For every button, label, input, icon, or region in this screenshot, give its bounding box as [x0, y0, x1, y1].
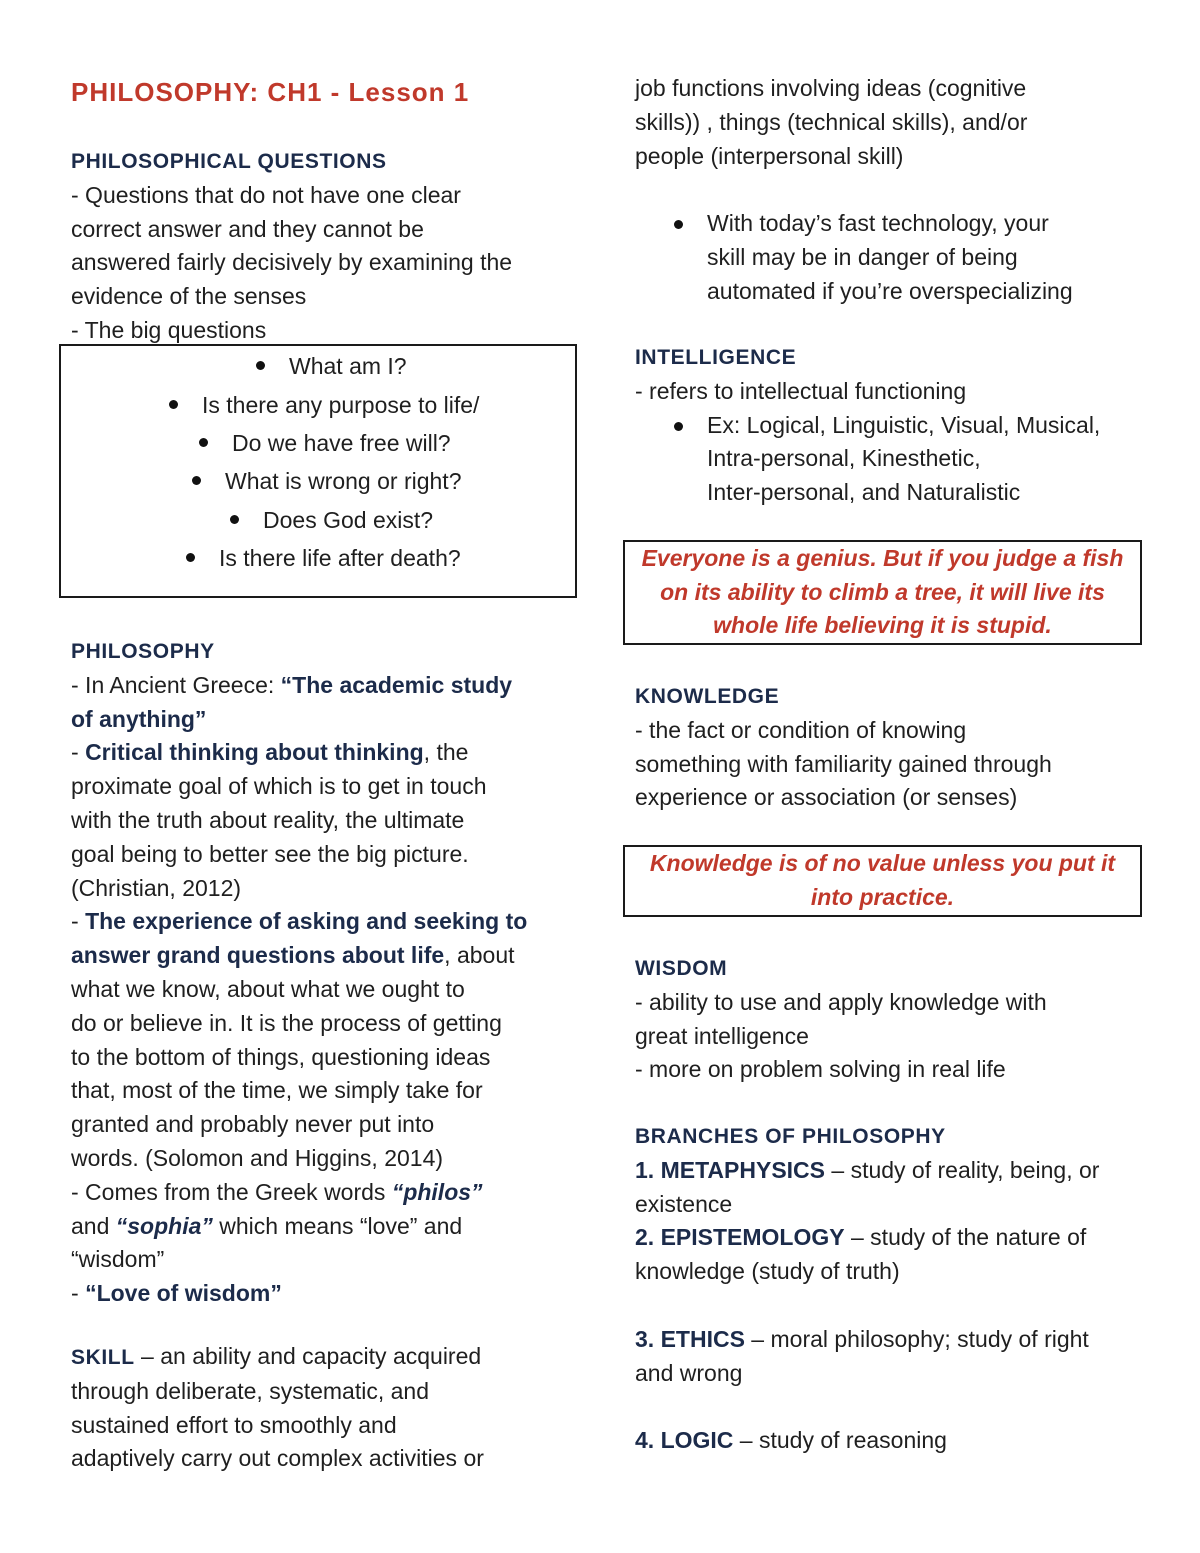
- branch-item: 1. METAPHYSICS – study of reality, being, or: [635, 1156, 1100, 1183]
- philosophy-line: granted and probably never put into: [71, 1111, 435, 1138]
- branch-item: 4. LOGIC – study of reasoning: [635, 1427, 947, 1454]
- philosophy-heading: PHILOSOPHY: [71, 640, 215, 663]
- list-item: Does God exist?: [230, 504, 433, 538]
- bullet-icon: [199, 438, 208, 447]
- philosophy-line: of anything”: [71, 705, 207, 732]
- list-item: Is there life after death?: [186, 542, 461, 576]
- list-item: With today’s fast technology, your skill may be in danger of being automated if you’re overspecializing: [635, 207, 1155, 308]
- philosophy-line: words. (Solomon and Higgins, 2014): [71, 1144, 444, 1171]
- philosophy-line: - Critical thinking about thinking, the: [71, 739, 469, 766]
- pq-line-4: evidence of the senses: [71, 283, 307, 310]
- branch-item: 3. ETHICS – moral philosophy; study of right: [635, 1325, 1089, 1352]
- quote-line: whole life believing it is stupid.: [713, 612, 1052, 639]
- pq-line-3: answered fairly decisively by examining the: [71, 249, 513, 276]
- philosophy-line: to the bottom of things, questioning ideas: [71, 1043, 491, 1070]
- bullet-icon: [674, 220, 683, 229]
- wisdom-section: [635, 952, 1155, 1087]
- list-item: Do we have free will?: [199, 427, 451, 461]
- wisdom-line: great intelligence: [635, 1022, 809, 1049]
- knowledge-heading: KNOWLEDGE: [635, 685, 780, 708]
- knowledge-quote-box: [623, 845, 1142, 917]
- genius-quote-box: [623, 540, 1142, 645]
- philosophy-line: with the truth about reality, the ultimate: [71, 806, 465, 833]
- list-item: Is there any purpose to life/: [169, 389, 479, 423]
- philosophy-section: [71, 635, 581, 1311]
- bullet-icon: [230, 515, 239, 524]
- knowledge-section: [635, 680, 1155, 815]
- skill-line: through deliberate, systematic, and: [71, 1377, 429, 1404]
- philosophy-line: goal being to better see the big picture.: [71, 840, 469, 867]
- philosophy-line: - In Ancient Greece: “The academic study: [71, 671, 513, 698]
- bullet-icon: [192, 476, 201, 485]
- wisdom-line: - ability to use and apply knowledge with: [635, 988, 1047, 1015]
- bullet-icon: [256, 361, 265, 370]
- philosophy-line: - The experience of asking and seeking to: [71, 908, 528, 935]
- wisdom-heading: WISDOM: [635, 957, 728, 980]
- list-item: What is wrong or right?: [192, 465, 461, 499]
- bullet-icon: [186, 553, 195, 562]
- philosophical-questions-section: [71, 145, 581, 348]
- quote-line: Knowledge is of no value unless you put it: [649, 850, 1116, 877]
- bullet-icon: [674, 422, 683, 431]
- philosophy-line: proximate goal of which is to get in touch: [71, 773, 487, 800]
- intelligence-line: - refers to intellectual functioning: [635, 377, 967, 404]
- quote-line: Everyone is a genius. But if you judge a fish: [641, 544, 1124, 571]
- skill-line: skills)) , things (technical skills), and/or: [635, 108, 1028, 135]
- skill-bullet: [635, 207, 1155, 308]
- philosophical-questions-heading: PHILOSOPHICAL QUESTIONS: [71, 150, 387, 173]
- quote-line: into practice.: [810, 884, 955, 910]
- branch-item: 2. EPISTEMOLOGY – study of the nature of: [635, 1224, 1087, 1251]
- branch-item: existence: [635, 1190, 733, 1217]
- skill-term: SKILL: [71, 1346, 135, 1369]
- philosophy-line: do or believe in. It is the process of getting: [71, 1009, 502, 1036]
- skill-line: sustained effort to smoothly and: [71, 1411, 397, 1438]
- philosophy-line: answer grand questions about life, about: [71, 942, 515, 969]
- spacer: [635, 1289, 1155, 1323]
- philosophy-line: that, most of the time, we simply take for: [71, 1077, 483, 1104]
- knowledge-line: something with familiarity gained through: [635, 750, 1052, 777]
- list-item: Ex: Logical, Linguistic, Visual, Musical, Intra-personal, Kinesthetic, Inter-personal, and Naturalistic: [635, 409, 1155, 510]
- branch-item: and wrong: [635, 1359, 743, 1386]
- intelligence-heading: INTELLIGENCE: [635, 346, 797, 369]
- philosophy-line: “wisdom”: [71, 1246, 165, 1273]
- pq-line-1: - Questions that do not have one clear: [71, 181, 461, 208]
- pq-line-2: correct answer and they cannot be: [71, 215, 424, 242]
- spacer: [635, 1390, 1155, 1424]
- skill-line: people (interpersonal skill): [635, 142, 904, 169]
- skill-section: [71, 1340, 581, 1476]
- branches-section: [635, 1120, 1155, 1458]
- list-item: What am I?: [256, 350, 407, 384]
- quote-line: on its ability to climb a tree, it will live its: [660, 578, 1105, 605]
- pq-line-5: - The big questions: [71, 316, 267, 343]
- skill-line: adaptively carry out complex activities or: [71, 1445, 484, 1472]
- philosophy-line: and “sophia” which means “love” and: [71, 1212, 463, 1239]
- knowledge-line: experience or association (or senses): [635, 784, 1018, 811]
- branches-heading: BRANCHES OF PHILOSOPHY: [635, 1125, 946, 1148]
- bullet-icon: [169, 400, 178, 409]
- page-title: PHILOSOPHY: CH1 - Lesson 1: [71, 77, 470, 107]
- philosophy-line: - Comes from the Greek words “philos”: [71, 1178, 483, 1205]
- wisdom-line: - more on problem solving in real life: [635, 1056, 1006, 1083]
- skill-continued: [635, 72, 1155, 173]
- philosophy-line: what we know, about what we ought to: [71, 975, 465, 1002]
- knowledge-line: - the fact or condition of knowing: [635, 716, 967, 743]
- skill-line: job functions involving ideas (cognitive: [635, 75, 1027, 101]
- big-questions-box: [59, 344, 577, 598]
- branch-item: knowledge (study of truth): [635, 1258, 900, 1285]
- philosophy-line: (Christian, 2012): [71, 874, 242, 901]
- skill-line: SKILL – an ability and capacity acquired: [71, 1343, 482, 1369]
- philosophy-line: - “Love of wisdom”: [71, 1280, 282, 1307]
- intelligence-section: [635, 341, 1155, 510]
